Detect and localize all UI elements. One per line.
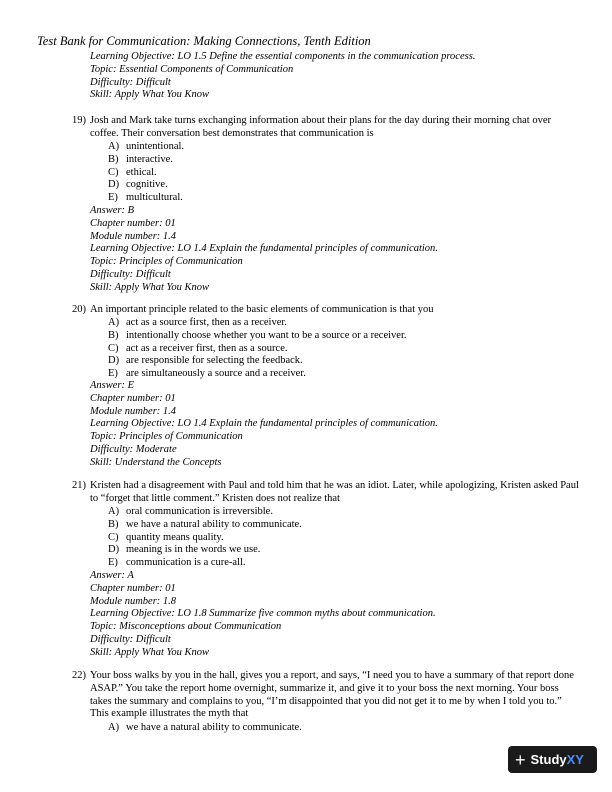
difficulty: Difficulty: Difficult	[90, 268, 171, 280]
question-20-options	[108, 317, 406, 381]
difficulty: Difficulty: Difficult	[90, 633, 171, 645]
question-19	[72, 115, 580, 141]
chapter-number: Chapter number: 01	[90, 582, 176, 594]
option-a: A) oral communication is irreversible.	[108, 506, 273, 517]
question-22-options	[108, 722, 302, 735]
question-number: 22)	[72, 670, 86, 681]
skill: Skill: Apply What You Know	[90, 89, 210, 101]
chapter-number: Chapter number: 01	[90, 217, 176, 229]
option-e: E) are simultaneously a source and a receiver.	[108, 368, 306, 380]
topic: Topic: Principles of Communication	[90, 431, 243, 443]
brand-accent-text: XY	[566, 752, 584, 767]
learning-objective: Learning Objective: LO 1.4 Explain the fundamental principles of communication.	[90, 243, 438, 255]
topic: Topic: Essential Components of Communication	[90, 63, 294, 75]
answer: Answer: B	[90, 205, 135, 216]
module-number: Module number: 1.4	[90, 230, 177, 242]
question-20	[72, 304, 580, 317]
option-e: E) communication is a cure-all.	[108, 557, 246, 569]
option-b: B) we have a natural ability to communicate.	[108, 518, 302, 530]
question-21-options	[108, 506, 302, 570]
page-header: Test Bank for Communication: Making Connections, Tenth Edition	[37, 34, 371, 48]
question-stem: Your boss walks by you in the hall, gives you a report, and says, “I need you to have a summary of that report done ASAP.” You take the report home overnight, summarize it, and give it to your boss the next morning. Your boss takes the summary and complains to you, “I’m disappointed that you did not get it to me by when I told you to.” This example illustrates the myth that	[90, 670, 574, 720]
skill: Skill: Apply What You Know	[90, 281, 210, 293]
option-a: A) unintentional.	[108, 141, 185, 152]
skill: Skill: Understand the Concepts	[90, 456, 222, 468]
option-e: E) multicultural.	[108, 192, 183, 204]
option-b: B) intentionally choose whether you want to be a source or a receiver.	[108, 329, 407, 341]
option-c: C) quantity means quality.	[108, 531, 224, 543]
question-number: 21)	[72, 480, 86, 491]
option-c: C) act as a receiver first, then as a source.	[108, 342, 288, 354]
topic: Topic: Misconceptions about Communication	[90, 621, 282, 633]
prev-question-meta	[90, 51, 475, 102]
difficulty: Difficulty: Difficult	[90, 76, 171, 88]
question-number: 19)	[72, 115, 86, 126]
option-a: A) act as a source first, then as a receiver.	[108, 317, 287, 328]
option-d: D) cognitive.	[108, 179, 168, 191]
option-a: A) we have a natural ability to communicate.	[108, 722, 302, 733]
question-19-meta	[90, 205, 438, 295]
question-21-meta	[90, 570, 436, 660]
option-d: D) are responsible for selecting the feedback.	[108, 355, 303, 367]
skill: Skill: Apply What You Know	[90, 646, 210, 658]
question-stem: Kristen had a disagreement with Paul and told him that he was an idiot. Later, while apologizing, Kristen asked Paul to “forget that little comment.” Kristen does not realize that	[90, 480, 579, 504]
answer: Answer: E	[90, 380, 135, 391]
option-c: C) ethical.	[108, 166, 157, 178]
question-21	[72, 480, 580, 506]
question-19-options	[108, 141, 184, 205]
question-22	[72, 670, 580, 721]
option-d: D) meaning is in the words we use.	[108, 544, 261, 556]
chapter-number: Chapter number: 01	[90, 392, 176, 404]
question-stem: Josh and Mark take turns exchanging information about their plans for the day during their morning chat over coffee. Their conversation best demonstrates that communication is	[90, 115, 552, 139]
module-number: Module number: 1.4	[90, 405, 177, 417]
question-number: 20)	[72, 304, 86, 315]
module-number: Module number: 1.8	[90, 595, 177, 607]
question-stem: An important principle related to the basic elements of communication is that you	[90, 304, 434, 315]
plus-icon: +	[515, 749, 526, 770]
difficulty: Difficulty: Moderate	[90, 443, 177, 455]
question-20-meta	[90, 380, 438, 470]
learning-objective: Learning Objective: LO 1.5 Define the essential components in the communication process.	[90, 51, 476, 62]
learning-objective: Learning Objective: LO 1.8 Summarize five common myths about communication.	[90, 608, 436, 620]
answer: Answer: A	[90, 570, 134, 581]
topic: Topic: Principles of Communication	[90, 256, 243, 268]
brand-text: Study	[530, 752, 567, 767]
studyxy-badge[interactable]	[508, 746, 597, 773]
learning-objective: Learning Objective: LO 1.4 Explain the fundamental principles of communication.	[90, 418, 438, 430]
option-b: B) interactive.	[108, 153, 173, 165]
